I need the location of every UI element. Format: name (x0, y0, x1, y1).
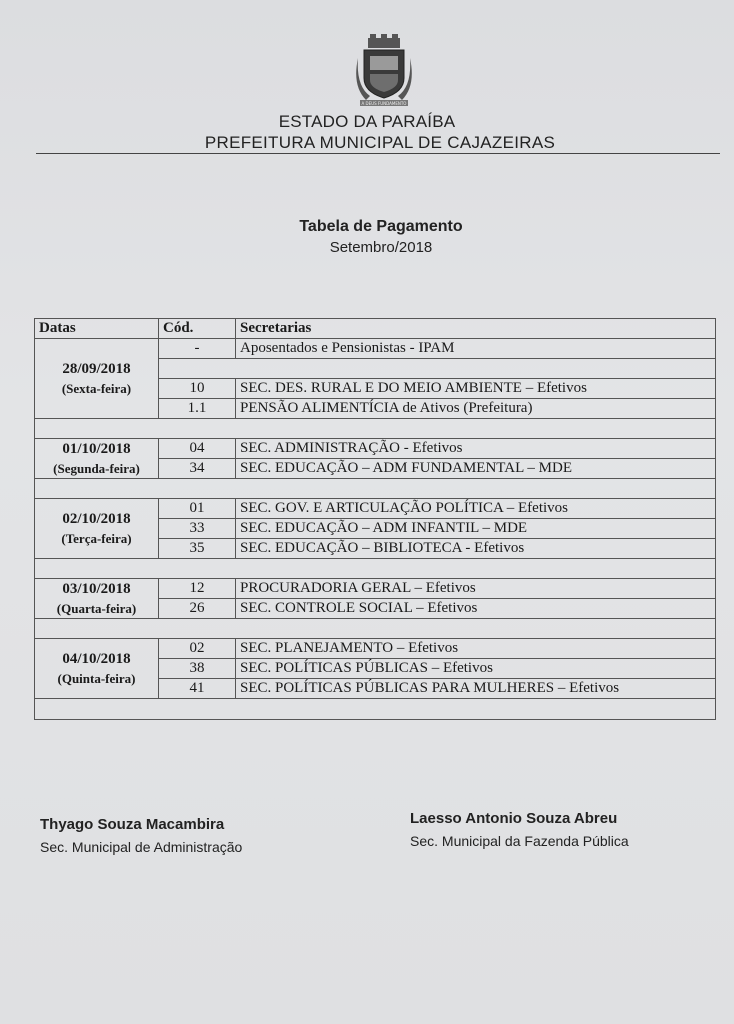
crest-motto: A DEUS FUNDAMENTO (361, 101, 407, 106)
table-row (35, 339, 716, 359)
spacer-row (35, 619, 716, 639)
weekday-value: (Quarta-feira) (56, 600, 137, 616)
department-cell: SEC. POLÍTICAS PÚBLICAS PARA MULHERES – Efetivos (236, 679, 716, 699)
department-cell: SEC. DES. RURAL E DO MEIO AMBIENTE – Efetivos (236, 379, 716, 399)
department-cell: SEC. ADMINISTRAÇÃO - Efetivos (236, 439, 716, 459)
empty-cell (159, 359, 716, 379)
weekday-value: (Quinta-feira) (57, 670, 136, 686)
signature-block-finance (410, 810, 629, 849)
date-cell (35, 639, 159, 699)
header-dates: Datas (35, 319, 159, 339)
date-value: 02/10/2018 (62, 510, 131, 527)
prefecture-name: PREFEITURA MUNICIPAL DE CAJAZEIRAS (204, 133, 556, 152)
table-row (35, 639, 716, 659)
date-cell (35, 499, 159, 559)
table-row (35, 439, 716, 459)
municipal-crest-icon (356, 34, 412, 110)
signatory-name: Thyago Souza Macambira (40, 816, 225, 833)
weekday-value: (Segunda-feira) (53, 460, 140, 476)
date-cell (35, 339, 159, 419)
code-cell: 04 (159, 439, 236, 459)
department-cell: SEC. EDUCAÇÃO – ADM INFANTIL – MDE (236, 519, 716, 539)
department-cell: SEC. PLANEJAMENTO – Efetivos (236, 639, 716, 659)
date-cell (35, 439, 159, 479)
code-cell: 35 (159, 539, 236, 559)
code-cell: 34 (159, 459, 236, 479)
header-code: Cód. (159, 319, 236, 339)
spacer-row (35, 559, 716, 579)
code-cell: - (159, 339, 236, 359)
department-cell: SEC. EDUCAÇÃO – ADM FUNDAMENTAL – MDE (236, 459, 716, 479)
code-cell: 41 (159, 679, 236, 699)
date-value: 28/09/2018 (62, 360, 131, 377)
state-name: ESTADO DA PARAÍBA (278, 112, 456, 131)
date-value: 04/10/2018 (62, 650, 131, 667)
weekday-value: (Sexta-feira) (61, 380, 132, 396)
department-cell: SEC. GOV. E ARTICULAÇÃO POLÍTICA – Efetivos (236, 499, 716, 519)
code-cell: 10 (159, 379, 236, 399)
date-value: 03/10/2018 (62, 580, 131, 597)
department-cell: SEC. CONTROLE SOCIAL – Efetivos (236, 599, 716, 619)
signatory-role: Sec. Municipal de Administração (40, 839, 243, 855)
document-title: Tabela de Pagamento (299, 218, 463, 235)
signatory-name: Laesso Antonio Souza Abreu (410, 810, 618, 827)
weekday-value: (Terça-feira) (61, 530, 132, 546)
document-subtitle: Setembro/2018 (329, 239, 433, 256)
signature-block-administration (40, 816, 242, 855)
code-cell: 33 (159, 519, 236, 539)
code-cell: 38 (159, 659, 236, 679)
code-cell: 1.1 (159, 399, 236, 419)
code-cell: 12 (159, 579, 236, 599)
date-value: 01/10/2018 (62, 440, 131, 457)
department-cell: SEC. POLÍTICAS PÚBLICAS – Efetivos (236, 659, 716, 679)
payment-table (34, 318, 716, 720)
spacer-row (35, 699, 716, 720)
date-cell (35, 579, 159, 619)
department-cell: Aposentados e Pensionistas - IPAM (236, 339, 716, 359)
header-divider (36, 153, 720, 154)
code-cell: 01 (159, 499, 236, 519)
signatory-role: Sec. Municipal da Fazenda Pública (410, 833, 629, 849)
department-cell: PROCURADORIA GERAL – Efetivos (236, 579, 716, 599)
header-departments: Secretarias (236, 319, 716, 339)
spacer-row (35, 419, 716, 439)
spacer-row (35, 479, 716, 499)
table-header-row (35, 319, 716, 339)
table-row (35, 579, 716, 599)
code-cell: 26 (159, 599, 236, 619)
table-row (35, 499, 716, 519)
department-cell: SEC. EDUCAÇÃO – BIBLIOTECA - Efetivos (236, 539, 716, 559)
code-cell: 02 (159, 639, 236, 659)
department-cell: PENSÃO ALIMENTÍCIA de Ativos (Prefeitura) (236, 399, 716, 419)
